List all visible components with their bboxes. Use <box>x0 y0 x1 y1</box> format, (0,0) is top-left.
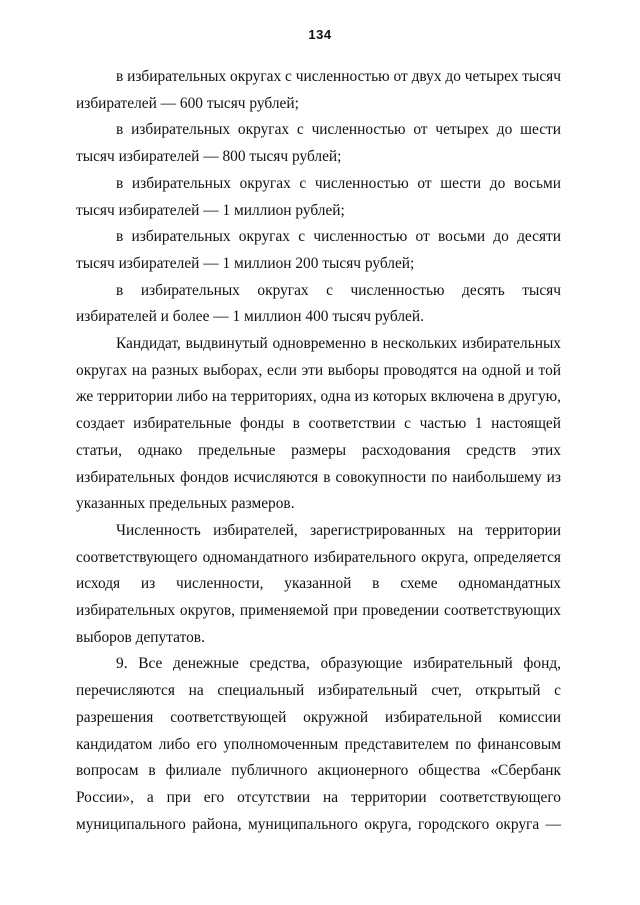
paragraph-multiple-districts: Кандидат, выдвинутый одновременно в нескольких избирательных округах на разных выборах, если эти выборы проводятся на одной и той же территории либо на территориях, одна из которых включена в другую, создает избирательные фонды в соответствии с частью 1 настоящей статьи, однако предельные размеры расходования средств этих избирательных фондов исчисляются в совокупности по наибольшему из указанных предельных размеров. <box>76 335 561 513</box>
paragraph-limit-6k-8k: в избирательных округах с численностью от шести до восьми тысяч избирателей — 1 миллион рублей; <box>76 174 561 219</box>
paragraph-limit-8k-10k: в избирательных округах с численностью от восьми до десяти тысяч избирателей — 1 миллион 200 тысяч рублей; <box>76 228 561 272</box>
paragraph-item-9: 9. Все денежные средства, образующие избирательный фонд, перечисляются на специальный избирательный счет, открытый с разрешения соответствующей окружной избирательной комиссии кандидатом либо его уполномоченным представителем по финансовым вопросам в филиале публичного акционерного общества «Сбербанк России», а при его отсутствии на территории соответствующего муниципального района, муниципального округа, городского округа — <box>76 655 561 833</box>
paragraph-limit-4k-6k: в избирательных округах с численностью от четырех до шести тысяч избирателей — 800 тысяч рублей; <box>76 121 561 166</box>
document-body <box>76 64 561 838</box>
paragraph-limit-10k-plus: в избирательных округах с численностью десять тысяч избирателей и более — 1 миллион 400 тысяч рублей. <box>76 281 561 326</box>
paragraph-voter-count: Численность избирателей, зарегистрированных на территории соответствующего одномандатного избирательного округа, определяется исходя из численности, указанной в схеме одномандатных избирательных округов, применяемой при проведении соответствующих выборов депутатов. <box>76 521 561 646</box>
paragraph-limit-2k-4k: в избирательных округах с численностью от двух до четырех тысяч избирателей — 600 тысяч рублей; <box>76 68 561 112</box>
page-number: 134 <box>308 27 332 42</box>
